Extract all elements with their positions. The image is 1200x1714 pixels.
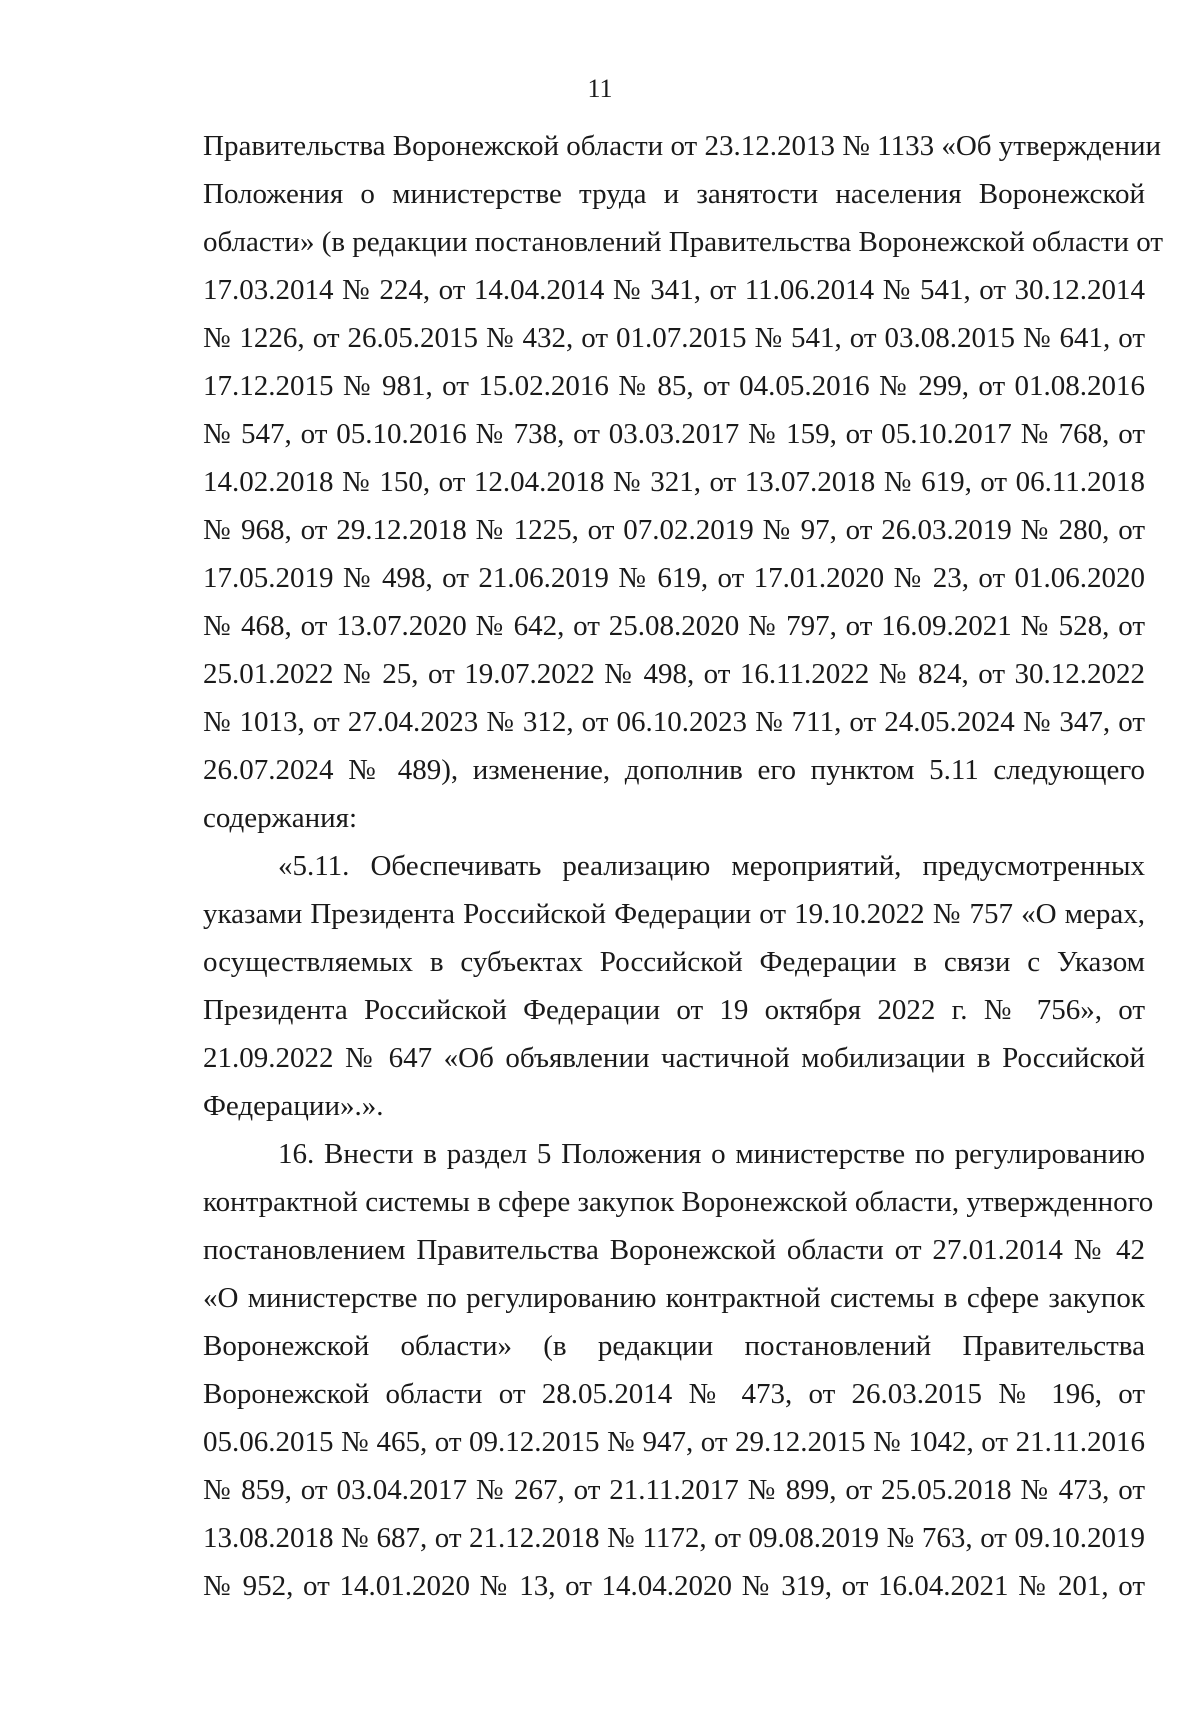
text-line: постановлением Правительства Воронежской области от 27.01.2014 № 42 [203,1234,1145,1266]
text-line: Положения о министерстве труда и занятости населения Воронежской [203,178,1145,210]
text-line: 14.02.2018 № 150, от 12.04.2018 № 321, от 13.07.2018 № 619, от 06.11.2018 [203,466,1145,498]
text-line: Воронежской области» (в редакции постановлений Правительства [203,1330,1145,1362]
text-line: № 1013, от 27.04.2023 № 312, от 06.10.2023 № 711, от 24.05.2024 № 347, от [203,706,1145,738]
text-line: № 859, от 03.04.2017 № 267, от 21.11.2017 № 899, от 25.05.2018 № 473, от [203,1474,1145,1506]
text-line: 21.09.2022 № 647 «Об объявлении частичной мобилизации в Российской [203,1042,1145,1074]
text-line: № 952, от 14.01.2020 № 13, от 14.04.2020 № 319, от 16.04.2021 № 201, от [203,1570,1145,1602]
text-line: области» (в редакции постановлений Правительства Воронежской области от [203,226,1164,258]
text-line: Воронежской области от 28.05.2014 № 473, от 26.03.2015 № 196, от [203,1378,1145,1410]
text-line: содержания: [203,802,358,834]
text-line: 13.08.2018 № 687, от 21.12.2018 № 1172, от 09.08.2019 № 763, от 09.10.2019 [203,1522,1145,1554]
text-line: № 968, от 29.12.2018 № 1225, от 07.02.2019 № 97, от 26.03.2019 № 280, от [203,514,1145,546]
text-line: 17.03.2014 № 224, от 14.04.2014 № 341, от 11.06.2014 № 541, от 30.12.2014 [203,274,1145,306]
text-line: № 468, от 13.07.2020 № 642, от 25.08.2020 № 797, от 16.09.2021 № 528, от [203,610,1145,642]
text-line: 25.01.2022 № 25, от 19.07.2022 № 498, от 16.11.2022 № 824, от 30.12.2022 [203,658,1145,690]
text-line: № 547, от 05.10.2016 № 738, от 03.03.2017 № 159, от 05.10.2017 № 768, от [203,418,1145,450]
text-line: 05.06.2015 № 465, от 09.12.2015 № 947, от 29.12.2015 № 1042, от 21.11.2016 [203,1426,1145,1458]
text-line: «О министерстве по регулированию контрактной системы в сфере закупок [203,1282,1145,1314]
page-number: 11 [587,74,613,103]
paragraph-first-line: 16. Внести в раздел 5 Положения о министерстве по регулированию [278,1138,1145,1170]
text-line: 17.05.2019 № 498, от 21.06.2019 № 619, от 17.01.2020 № 23, от 01.06.2020 [203,562,1145,594]
paragraph-first-line: «5.11. Обеспечивать реализацию мероприятий, предусмотренных [278,850,1145,882]
text-line: Федерации».». [203,1090,384,1122]
text-line: Правительства Воронежской области от 23.12.2013 № 1133 «Об утверждении [203,130,1162,162]
text-line: указами Президента Российской Федерации от 19.10.2022 № 757 «О мерах, [203,898,1145,930]
text-line: 17.12.2015 № 981, от 15.02.2016 № 85, от 04.05.2016 № 299, от 01.08.2016 [203,370,1145,402]
text-line: 26.07.2024 № 489), изменение, дополнив его пунктом 5.11 следующего [203,754,1145,786]
text-line: контрактной системы в сфере закупок Воронежской области, утвержденного [203,1186,1154,1218]
text-line: осуществляемых в субъектах Российской Федерации в связи с Указом [203,946,1145,978]
text-line: Президента Российской Федерации от 19 октября 2022 г. № 756», от [203,994,1145,1026]
text-line: № 1226, от 26.05.2015 № 432, от 01.07.2015 № 541, от 03.08.2015 № 641, от [203,322,1145,354]
